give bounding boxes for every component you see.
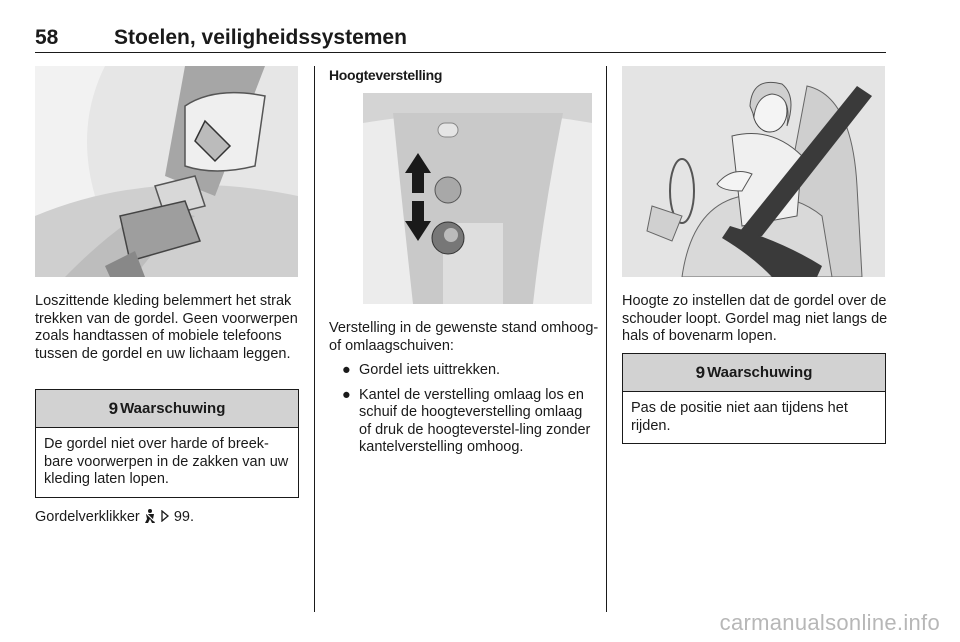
reminder-label: Gordelverklikker [35, 509, 140, 525]
list-item: ● Kantel de verstelling omlaag los en schuif de hoogteverstelling omlaag of druk de hoogteverstel-ling zonder kantelverstelling omhoog. [342, 386, 591, 455]
height-adjust-intro: Verstelling in de gewenste stand omhoog- of omlaagschuiven: [329, 320, 599, 354]
warning-icon: 9 [695, 362, 706, 382]
warning-title-1: Waarschuwing [120, 400, 226, 417]
loose-clothing-paragraph: Loszittende kleding belemmert het strak trekken van de gordel. Geen voorwerpen zoals handtassen of mobiele telefoons tussen de gordel en uw lichaam leggen. [35, 293, 298, 362]
warning-text-1: De gordel niet over harde of breek-bare voorwerpen in de zakken van uw kleding laten lopen. [44, 436, 289, 487]
page-reference-icon [160, 510, 170, 522]
driver-seatbelt-illustration [622, 66, 885, 277]
instruction-list [329, 362, 591, 464]
bullet-icon: ● [342, 386, 351, 403]
column-divider-1 [314, 66, 315, 612]
warning-header-1 [36, 390, 298, 428]
page-number: 58 [35, 26, 59, 49]
seatbelt-reminder-line [35, 509, 300, 527]
reminder-page-ref: 99. [173, 509, 195, 525]
watermark: carmanualsonline.info [719, 610, 940, 635]
height-guidance-paragraph: Hoogte zo instellen dat de gordel over de schouder loopt. Gordel mag niet langs de hals of bovenarm lopen. [622, 293, 888, 344]
chapter-title: Stoelen, veiligheidssystemen [114, 26, 407, 49]
section-heading: Hoogteverstelling [329, 67, 443, 83]
page-header [35, 26, 886, 53]
list-item: ● Gordel iets uittrekken. [342, 362, 501, 378]
seatbelt-buckle-illustration [35, 66, 298, 277]
height-adjuster-illustration [363, 93, 592, 304]
bullet-icon: ● [342, 362, 351, 378]
warning-icon: 9 [108, 398, 119, 418]
warning-text-2: Pas de positie niet aan tijdens het rijden. [631, 400, 848, 434]
warning-box-2 [622, 353, 886, 444]
seatbelt-person-icon [144, 509, 156, 523]
warning-box-1 [35, 389, 299, 498]
warning-title-2: Waarschuwing [707, 364, 813, 381]
column-divider-2 [606, 66, 607, 612]
warning-header-2 [623, 354, 885, 392]
